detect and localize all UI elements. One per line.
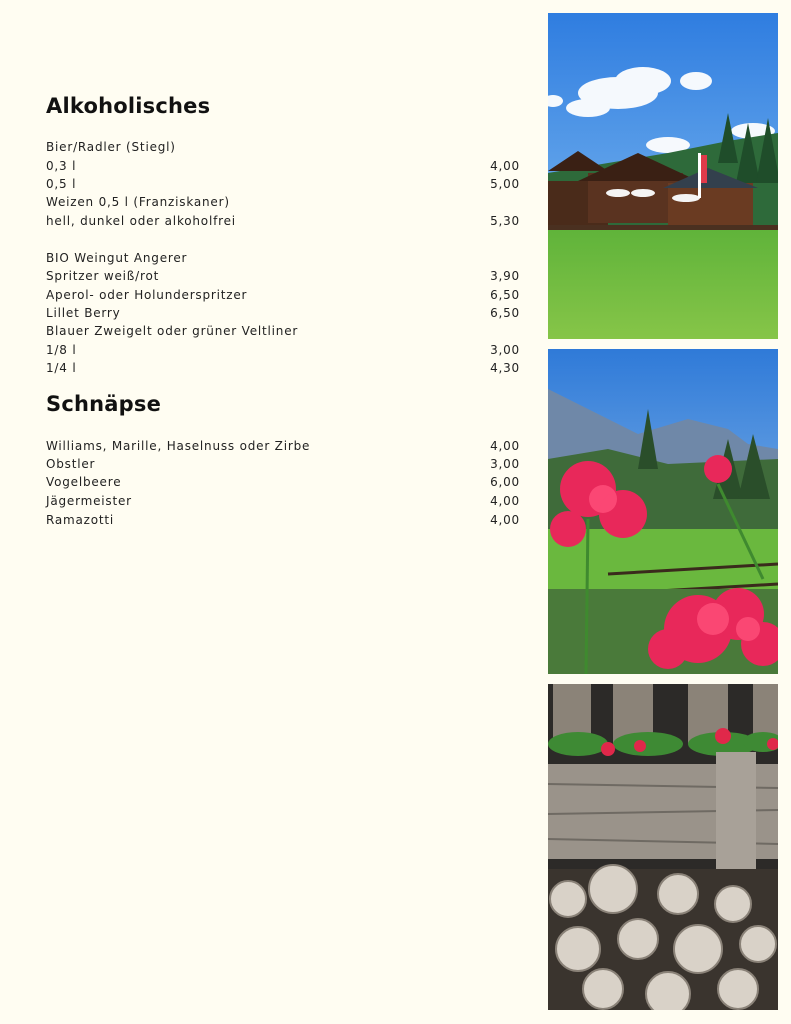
item-price: 4,30 <box>490 361 520 375</box>
item-label: 1/4 l <box>46 361 77 375</box>
item-price: 4,00 <box>490 439 520 453</box>
menu-row <box>46 359 520 377</box>
item-price: 5,00 <box>490 177 520 191</box>
menu-row <box>46 455 520 473</box>
woodpile-illustration <box>548 684 778 1010</box>
item-price: 4,00 <box>490 513 520 527</box>
menu-row <box>46 193 520 211</box>
item-label: Vogelbeere <box>46 475 122 489</box>
item-price: 4,00 <box>490 159 520 173</box>
woodpile-photo <box>548 684 778 1010</box>
item-label: 1/8 l <box>46 343 77 357</box>
item-price: 4,00 <box>490 494 520 508</box>
item-label: Blauer Zweigelt oder grüner Veltliner <box>46 324 299 338</box>
item-label: BIO Weingut Angerer <box>46 251 188 265</box>
menu-row <box>46 341 520 359</box>
menu-row <box>46 473 520 491</box>
item-label: Spritzer weiß/rot <box>46 269 160 283</box>
item-price: 6,50 <box>490 288 520 302</box>
section-title-alkoholisches: Alkoholisches <box>46 94 211 118</box>
menu-row <box>46 267 520 285</box>
item-label: Obstler <box>46 457 96 471</box>
menu-row <box>46 286 520 304</box>
chalet-photo <box>548 13 778 339</box>
item-price: 3,90 <box>490 269 520 283</box>
item-label: Williams, Marille, Haselnuss oder Zirbe <box>46 439 311 453</box>
item-price: 3,00 <box>490 457 520 471</box>
item-label: Ramazotti <box>46 513 115 527</box>
menu-row <box>46 492 520 510</box>
menu-row <box>46 437 520 455</box>
menu-row <box>46 212 520 230</box>
item-label: Jägermeister <box>46 494 132 508</box>
item-price: 3,00 <box>490 343 520 357</box>
item-label: Weizen 0,5 l (Franziskaner) <box>46 195 230 209</box>
menu-row <box>46 249 520 267</box>
flowers-photo <box>548 349 778 674</box>
menu-row <box>46 157 520 175</box>
item-price: 6,50 <box>490 306 520 320</box>
section-title-schnaepse: Schnäpse <box>46 392 162 416</box>
menu-row <box>46 175 520 193</box>
item-label: Aperol- oder Holunderspritzer <box>46 288 248 302</box>
menu-row <box>46 304 520 322</box>
item-price: 6,00 <box>490 475 520 489</box>
item-label: 0,5 l <box>46 177 77 191</box>
item-label: hell, dunkel oder alkoholfrei <box>46 214 236 228</box>
item-label: Bier/Radler (Stiegl) <box>46 140 176 154</box>
chalet-illustration <box>548 13 778 339</box>
menu-row <box>46 322 520 340</box>
menu-row <box>46 511 520 529</box>
item-label: Lillet Berry <box>46 306 121 320</box>
item-label: 0,3 l <box>46 159 77 173</box>
geranium-illustration <box>548 349 778 674</box>
menu-row <box>46 138 520 156</box>
item-price: 5,30 <box>490 214 520 228</box>
